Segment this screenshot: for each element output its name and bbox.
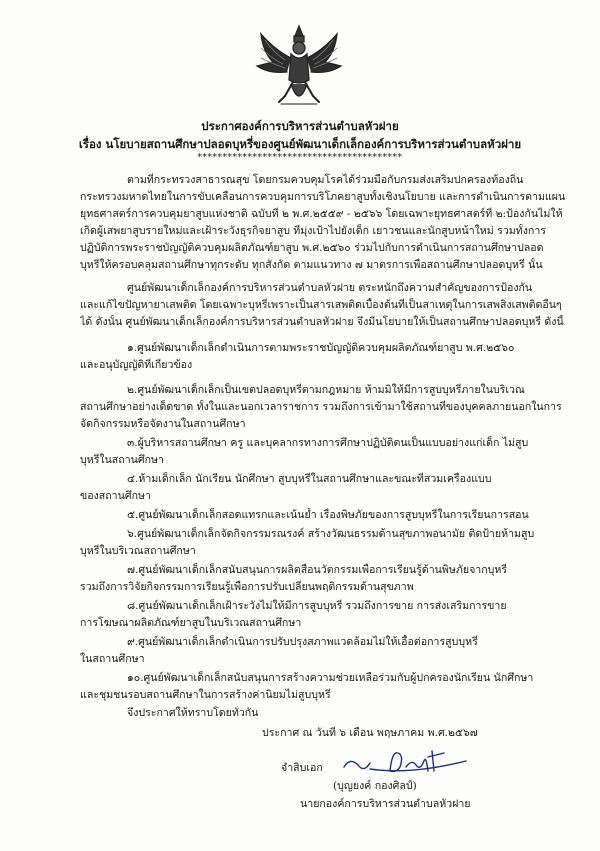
policy-item: ในสถานศึกษา xyxy=(80,653,145,665)
policy-item: ๙.ศูนย์พัฒนาเด็กเล็กดำเนินการปรับปรุงสภาพแวดล้อมไม่ให้เอื้อต่อการสูบบุหรี่ xyxy=(127,636,478,648)
policy-item: ๔.ห้ามเด็กเล็ก นักเรียน นักศึกษา สูบบุหรี่ในสถานศึกษาและขณะที่สวมเครื่องแบบ xyxy=(127,473,492,485)
policy-item: และอนุบัญญัติที่เกี่ยวข้อง xyxy=(80,359,193,371)
title-separator: ***************************************** xyxy=(197,153,403,163)
body-line: กระทรวงมหาดไทยในการขับเคลื่อนการควบคุมการบริโภคยาสูบทั้งเชิงนโยบาย และการดำเนินการตามแผน xyxy=(80,191,566,203)
policy-item: ๖.ศูนย์พัฒนาเด็กเล็กจัดกิจกรรมรณรงค์ สร้างวัฒนธรรมด้านสุขภาพอนามัย ติดป้ายห้ามสูบ xyxy=(127,528,535,540)
policy-item: จัดกิจกรรมหรือจัดงานในสถานศึกษา xyxy=(80,418,246,430)
signer-position: นายกองค์การบริหารส่วนตำบลหัวฝาย xyxy=(300,798,471,810)
policy-item: รวมถึงการวิจัยกิจกรรมการเรียนรู้เพื่อการปรับเปลี่ยนพฤติกรรมด้านสุขภาพ xyxy=(80,581,414,593)
body-line: เกิดผู้เสพยาสูบรายใหม่และเฝ้าระวังธุรกิจยาสูบ ที่มุ่งเป้าไปยังเด็ก เยาวชนและนักสูบหน้าใหม่ รวมทั้งการ xyxy=(80,225,546,237)
body-line: ปฏิบัติการพระราชบัญญัติควบคุมผลิตภัณฑ์ยาสูบ พ.ศ.๒๕๖๐ ร่วมไปกับการดำเนินการสถานศึกษาปลอด xyxy=(80,242,544,254)
policy-item: บุหรี่ในสถานศึกษา xyxy=(80,454,164,466)
body-line: บุหรี่ให้ครอบคลุมสถานศึกษาทุกระดับ ทุกสังกัด ตามแนวทาง ๗ มาตรการเพื่อสถานศึกษาปลอดบุหรี่ นั้น xyxy=(80,259,543,271)
signer-name: (บุญยงค์ กองศิลป์) xyxy=(333,780,417,792)
body-line: ได้ ดังนั้น ศูนย์พัฒนาเด็กเล็กองค์การบริหารส่วนตำบลหัวฝาย จึงมีนโยบายให้เป็นสถานศึกษาปลอดบุหรี่ ดังนี้ xyxy=(80,316,564,328)
policy-item: ๑.ศูนย์พัฒนาเด็กเล็กดำเนินการตามพระราชบัญญัติควบคุมผลิตภัณฑ์ยาสูบ พ.ศ.๒๕๖๐ xyxy=(127,342,515,354)
policy-item: และชุมชนรอบสถานศึกษาในการสร้างค่านิยมไม่สูบบุหรี่ xyxy=(80,689,331,701)
document-title-line1: ประกาศองค์การบริหารส่วนตำบลหัวฝาย xyxy=(201,119,399,133)
policy-item: สถานศึกษาอย่างเด็ดขาด ทั้งในและนอกเวลาราชการ รวมถึงการเข้ามาใช้สถานที่ของบุคคลภายนอกในการ xyxy=(80,401,562,413)
policy-item: ๑๐.ศูนย์พัฒนาเด็กเล็กสนับสนุนการสร้างความช่วยเหลือร่วมกับผู้ปกครองนักเรียน นักศึกษา xyxy=(127,672,534,684)
policy-item: ๓.ผู้บริหารสถานศึกษา ครู และบุคลากรทางการศึกษาปฏิบัติตนเป็นแบบอย่างแก่เด็ก ไม่สูบ xyxy=(127,437,529,449)
body-line: ยุทธศาสตร์การควบคุมยาสูบแห่งชาติ ฉบับที่ ๒ พ.ศ.๒๕๕๙ - ๒๕๖๖ โดยเฉพาะยุทธศาสตร์ที่ ๒:ป้องกันไม่ให้ xyxy=(80,208,563,220)
closing-line: จึงประกาศให้ทราบโดยทั่วกัน xyxy=(127,707,259,719)
garuda-emblem-icon xyxy=(251,22,347,110)
policy-item: บุหรี่ในบริเวณสถานศึกษา xyxy=(80,545,196,557)
policy-item: ๗.ศูนย์พัฒนาเด็กเล็กสนับสนุนการผลิตสื่อนวัตกรรมเพื่อการเรียนรู้ด้านพิษภัยจากบุหรี่ xyxy=(127,564,508,576)
policy-item: ของสถานศึกษา xyxy=(80,490,151,502)
policy-item: ๕.ศูนย์พัฒนาเด็กเล็กสอดแทรกและเน้นย้ำ เรื่องพิษภัยของการสูบบุหรี่ในการเรียนการสอน xyxy=(127,509,529,521)
policy-item: การโฆษณาผลิตภัณฑ์ยาสูบในบริเวณสถานศึกษา xyxy=(80,617,302,629)
body-line: ศูนย์พัฒนาเด็กเล็กองค์การบริหารส่วนตำบลหัวฝาย ตระหนักถึงความสำคัญของการป้องกัน xyxy=(127,282,533,294)
policy-item: ๒.ศูนย์พัฒนาเด็กเล็กเป็นเขตปลอดบุหรี่ตามกฎหมาย ห้ามมิให้มีการสูบบุหรี่ภายในบริเวณ xyxy=(127,384,525,396)
policy-item: ๘.ศูนย์พัฒนาเด็กเล็กเฝ้าระวังไม่ให้มีการสูบบุหรี่ รวมถึงการขาย การส่งเสริมการขาย xyxy=(127,600,507,612)
announcement-date: ประกาศ ณ วันที่ ๖ เดือน พฤษภาคม พ.ศ.๒๕๖๗ xyxy=(262,727,478,739)
handwritten-signature xyxy=(340,745,468,777)
document-title-line2: เรื่อง นโยบายสถานศึกษาปลอดบุหรี่ของศูนย์พัฒนาเด็กเล็กองค์การบริหารส่วนตำบลหัวฝาย xyxy=(78,137,522,151)
body-line: ตามที่กระทรวงสาธารณสุข โดยกรมควบคุมโรคได้ร่วมมือกับกรมส่งเสริมปกครองท้องถิ่น xyxy=(127,174,524,186)
signer-rank: จำสิบเอก xyxy=(281,762,323,774)
body-line: และแก้ไขปัญหายาเสพติด โดยเฉพาะบุหรี่เพราะเป็นสารเสพติดเบื้องต้นที่เป็นสาเหตุในการเสพสิ่งเสพติดอื่นๆ xyxy=(80,299,562,311)
